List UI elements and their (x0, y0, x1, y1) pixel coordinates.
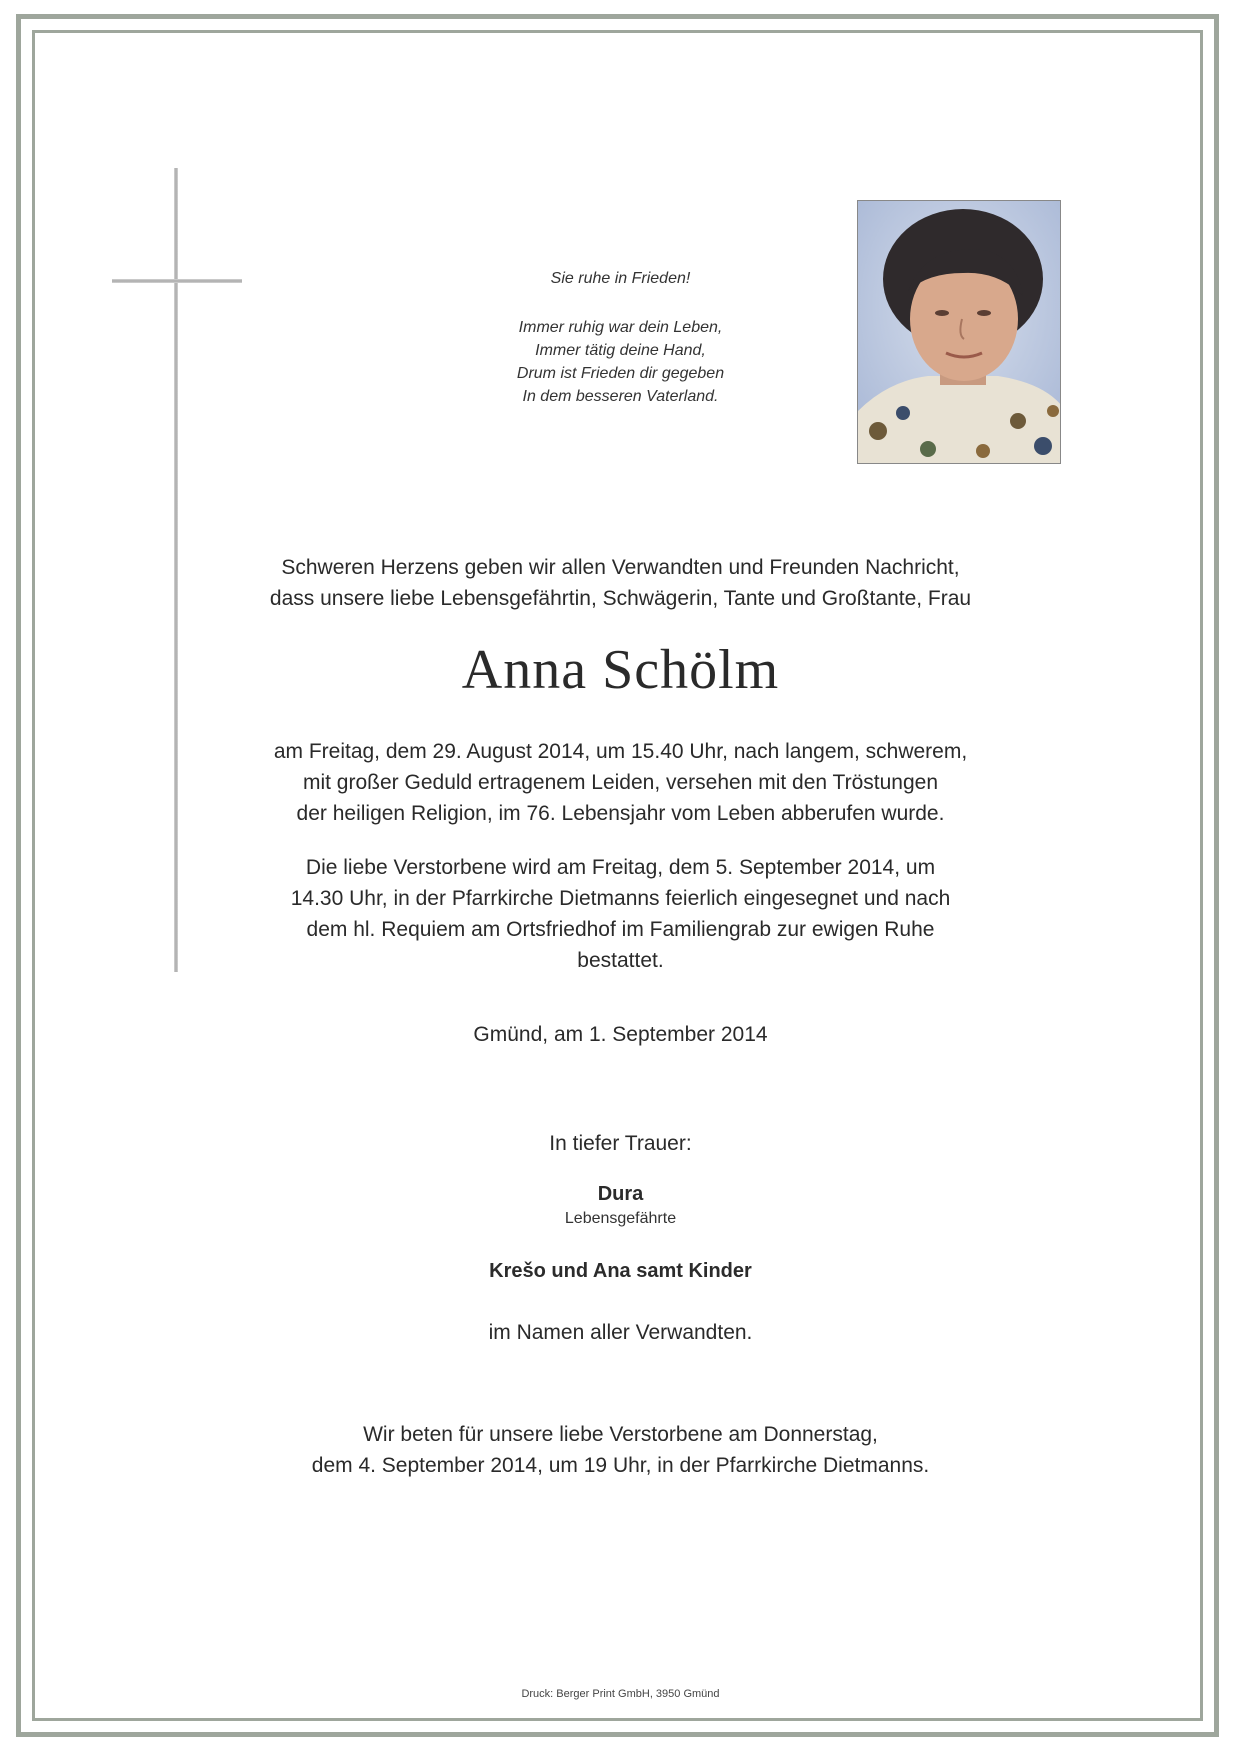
deceased-name: Anna Schölm (461, 639, 780, 701)
death-line: am Freitag, dem 29. August 2014, um 15.40 Uhr, nach langem, schwerem, (273, 740, 968, 763)
portrait-photo (857, 200, 1061, 464)
funeral-line: bestattet. (577, 949, 664, 972)
prayer-paragraph (0, 1419, 1241, 1481)
verse-line: Immer tätig deine Hand, (535, 342, 706, 359)
mourning-label: In tiefer Trauer: (549, 1132, 692, 1155)
mourner-note: im Namen aller Verwandten. (488, 1321, 753, 1344)
death-line: mit großer Geduld ertragenem Leiden, versehen mit den Tröstungen (302, 771, 938, 794)
funeral-line: Die liebe Verstorbene wird am Freitag, dem 5. September 2014, um (305, 856, 936, 879)
portrait-illustration (858, 201, 1061, 464)
mourner-relation: Lebensgefährte (564, 1210, 677, 1227)
death-line: der heiligen Religion, im 76. Lebensjahr vom Leben abberufen wurde. (296, 802, 945, 825)
verse-line: Immer ruhig war dein Leben, (518, 319, 723, 336)
verse-line: In dem besseren Vaterland. (522, 388, 719, 405)
intro-line: Schweren Herzens geben wir allen Verwandten und Freunden Nachricht, (281, 556, 960, 579)
prayer-line: Wir beten für unsere liebe Verstorbene am Donnerstag, (363, 1423, 878, 1446)
mourner-name: Krešo und Ana samt Kinder (489, 1260, 752, 1282)
printer-footer: Druck: Berger Print GmbH, 3950 Gmünd (521, 1688, 720, 1700)
verse-line: Drum ist Frieden dir gegeben (516, 365, 725, 382)
intro-line: dass unsere liebe Lebensgefährtin, Schwägerin, Tante und Großtante, Frau (269, 587, 972, 610)
funeral-line: dem hl. Requiem am Ortsfriedhof im Familiengrab zur ewigen Ruhe (306, 918, 935, 941)
prayer-line: dem 4. September 2014, um 19 Uhr, in der Pfarrkirche Dietmanns. (311, 1454, 930, 1477)
intro-paragraph (0, 552, 1241, 614)
mourner-name: Dura (597, 1183, 644, 1205)
funeral-paragraph (0, 852, 1241, 976)
verse-title: Sie ruhe in Frieden! (550, 270, 691, 287)
funeral-line: 14.30 Uhr, in der Pfarrkirche Dietmanns feierlich eingesegnet und nach (290, 887, 951, 910)
death-paragraph (0, 736, 1241, 829)
place-date: Gmünd, am 1. September 2014 (473, 1023, 768, 1046)
